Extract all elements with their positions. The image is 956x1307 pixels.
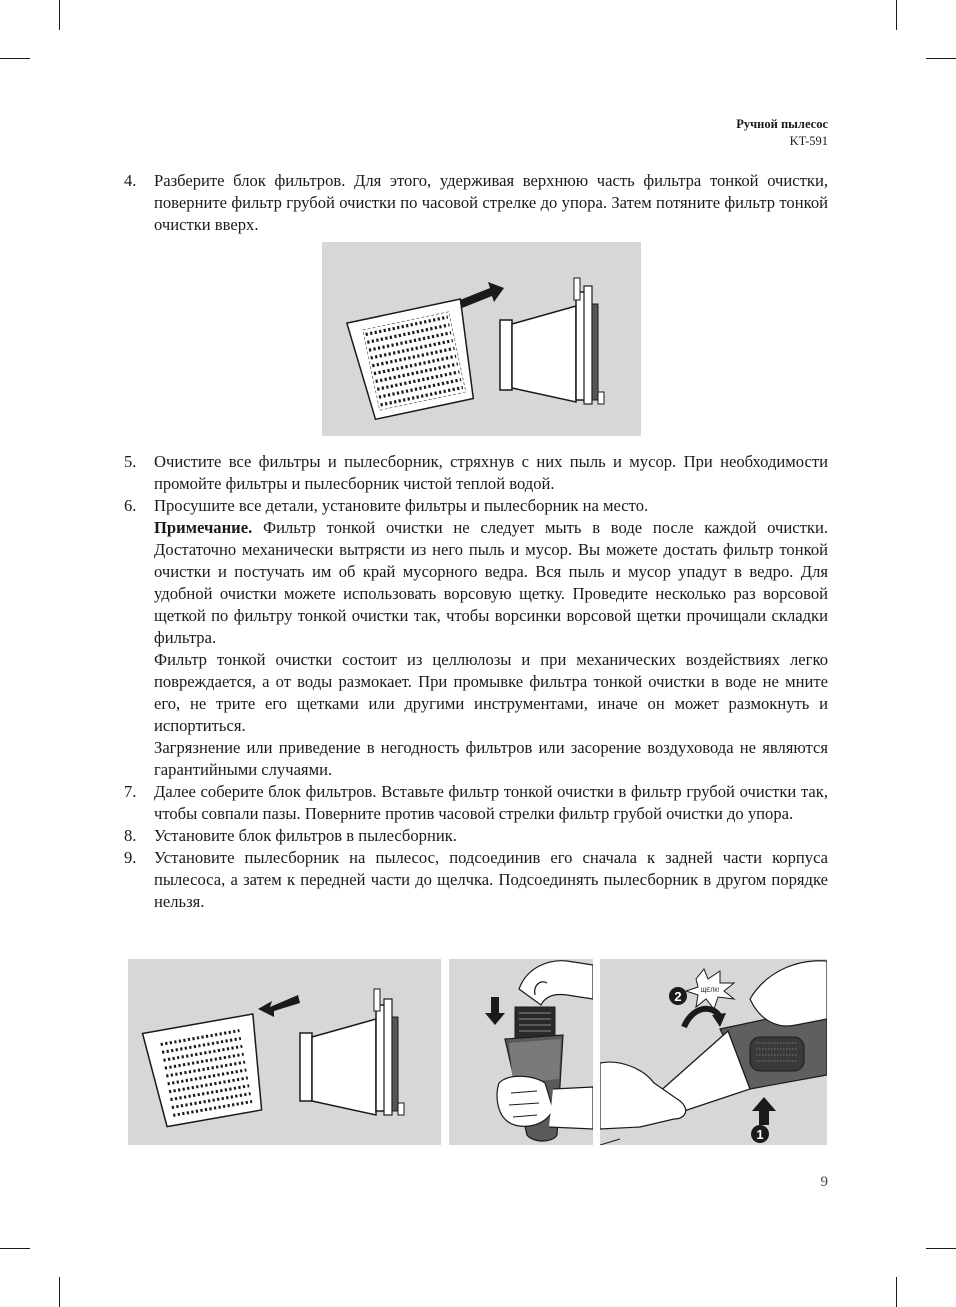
- fine-filter-body: [512, 306, 576, 402]
- figure-insert-filter-block: [449, 959, 593, 1145]
- marker-2-label: 2: [674, 989, 682, 1004]
- header-title: Ручной пылесос: [736, 117, 828, 131]
- marker-1-label: 1: [756, 1127, 764, 1142]
- arrow-up-icon: [752, 1097, 776, 1125]
- crop-mark: [59, 0, 60, 30]
- figure-attach-container: [600, 959, 827, 1145]
- step-number: 8.: [124, 826, 137, 845]
- note-text: Фильтр тонкой очистки не следует мыть в воде после каждой очистки. Достаточно механически вытрясти из него пыль и мусор. Вы можете достать фильтр тонкой очистки и постучать им об край мусорного ведра. Вся пыль и мусор упадут в ведро. Для удобной очистки можете использовать ворсовую щетку. Проведите несколько раз ворсовой щеткой по фильтру тонкой очистки так, чтобы ворсинки ворсовой щетки прочищали складки фильтра.: [154, 518, 828, 647]
- arrow-left-icon: [258, 995, 300, 1017]
- step-text: Разберите блок фильтров. Для этого, удерживая верхнюю часть фильтра тонкой очистки, поверните фильтр грубой очистки по часовой стрелке до упора. Затем потяните фильтр тонкой очистки вверх.: [154, 171, 828, 234]
- step-text: Очистите все фильтры и пылесборник, стряхнув с них пыль и мусор. При необходимости промойте фильтры и пылесборник чистой теплой водой.: [154, 452, 828, 493]
- step-8: [124, 825, 828, 847]
- crop-mark: [896, 0, 897, 30]
- step-text: Установите блок фильтров в пылесборник.: [154, 826, 457, 845]
- crop-mark: [926, 58, 956, 59]
- fine-filter-cap: [300, 1033, 312, 1101]
- fine-filter-cap: [500, 320, 512, 390]
- step-text: Далее соберите блок фильтров. Вставьте фильтр тонкой очистки в фильтр грубой очистки так, чтобы совпали пазы. Поверните против часовой стрелки фильтр грубой очистки до упора.: [154, 782, 828, 823]
- step-text: Просушите все детали, установите фильтры и пылесборник на место.: [154, 496, 649, 515]
- steps-block: [124, 451, 828, 913]
- step-number: 5.: [124, 452, 137, 471]
- hand-left: [600, 1062, 686, 1129]
- step-7: [124, 781, 828, 825]
- step-number: 7.: [124, 782, 137, 801]
- figure-assemble-filters: [128, 959, 441, 1145]
- step-number: 9.: [124, 848, 137, 867]
- running-header: [736, 116, 828, 150]
- step-4: [124, 170, 828, 236]
- header-model: KT-591: [789, 134, 828, 148]
- crop-mark: [926, 1248, 956, 1249]
- coarse-filter-mesh: [347, 299, 481, 421]
- step-5: [124, 451, 828, 495]
- crop-mark: [0, 1248, 30, 1249]
- note-paragraph-3: Загрязнение или приведение в негодность фильтров или засорение воздуховода не являются гарантийными случаями.: [154, 738, 828, 779]
- step-4-block: [124, 170, 828, 236]
- step-text: Установите пылесборник на пылесос, подсоединив его сначала к задней части корпуса пылесоса, а затем к передней части до щелчка. Подсоединять пылесборник в другом порядке нельзя.: [154, 848, 828, 911]
- step-number: 4.: [124, 171, 137, 190]
- note-paragraph-1: [124, 517, 828, 649]
- page-number: 9: [820, 1174, 828, 1190]
- fine-filter-body: [312, 1019, 376, 1115]
- crop-mark: [0, 58, 30, 59]
- note-paragraph-2: Фильтр тонкой очистки состоит из целлюлозы и при механических воздействиях легко повреждается, а от воды размокает. При промывке фильтра тонкой очистки в воде не мните его, не трите его щетками или другими инструментами, иначе он может размокнуть и испортиться.: [154, 650, 828, 735]
- hand-bottom: [497, 1076, 553, 1126]
- step-9: [124, 847, 828, 913]
- hand-top: [519, 961, 593, 1005]
- click-label: ЩЕЛК!: [700, 988, 720, 994]
- figure-disassemble-filters: [322, 242, 641, 436]
- note-label: Примечание.: [154, 518, 253, 537]
- hand-right: [750, 961, 827, 1026]
- step-number: 6.: [124, 496, 137, 515]
- step-6: [124, 495, 828, 517]
- crop-mark: [896, 1277, 897, 1307]
- crop-mark: [59, 1277, 60, 1307]
- arrow-down-icon: [485, 997, 505, 1025]
- grille-icon: [750, 1037, 804, 1071]
- arrow-right-icon: [460, 282, 504, 308]
